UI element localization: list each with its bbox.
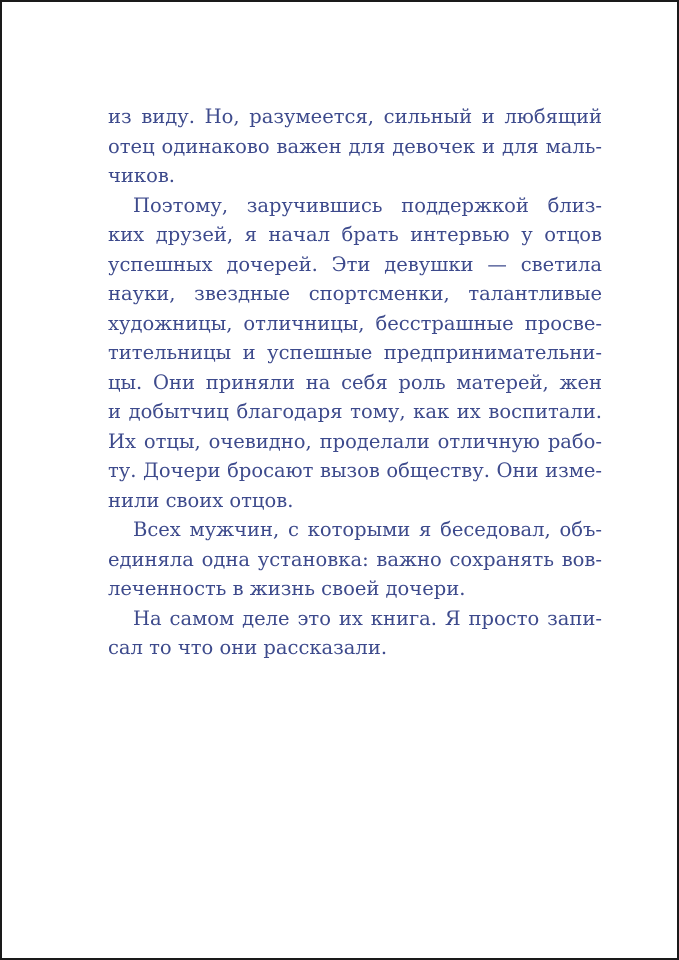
body-text: [108, 102, 602, 663]
text-line: Их отцы, очевидно, проделали отличную рабо-: [108, 429, 602, 453]
text-line: науки, звездные спортсменки, талантливые: [108, 282, 602, 305]
text-line: цы. Они приняли на себя роль матерей, жен: [108, 370, 602, 394]
text-line: художницы, отличницы, бесстрашные просве-: [108, 311, 602, 335]
text-line: сал то что они рассказали.: [108, 636, 388, 659]
text-line: На самом деле это их книга. Я просто запи-: [133, 606, 602, 630]
text-line: из виду. Но, разумеется, сильный и любящий: [108, 105, 602, 128]
text-line: успешных дочерей. Эти девушки — светила: [108, 252, 602, 276]
text-line: и добытчиц благодаря тому, как их воспитали.: [108, 400, 602, 423]
paragraph-1: [108, 102, 602, 191]
paragraph-3: [108, 515, 602, 604]
text-line: единяла одна установка: важно сохранять вов-: [108, 547, 602, 571]
text-line: Всех мужчин, с которыми я беседовал, объ-: [133, 518, 602, 541]
text-line: ту. Дочери бросают вызов обществу. Они изме-: [108, 459, 602, 482]
text-line: ких друзей, я начал брать интервью у отцов: [108, 223, 602, 246]
paragraph-4: [108, 604, 602, 663]
text-line: леченность в жизнь своей дочери.: [108, 577, 466, 600]
text-line: отец одинаково важен для девочек и для маль-: [108, 134, 602, 158]
text-line: Поэтому, заручившись поддержкой близ-: [133, 193, 602, 217]
text-line: тительницы и успешные предпринимательни-: [108, 341, 602, 364]
text-line: чиков.: [108, 164, 175, 187]
text-line: нили своих отцов.: [108, 488, 294, 512]
paragraph-2: [108, 191, 602, 516]
